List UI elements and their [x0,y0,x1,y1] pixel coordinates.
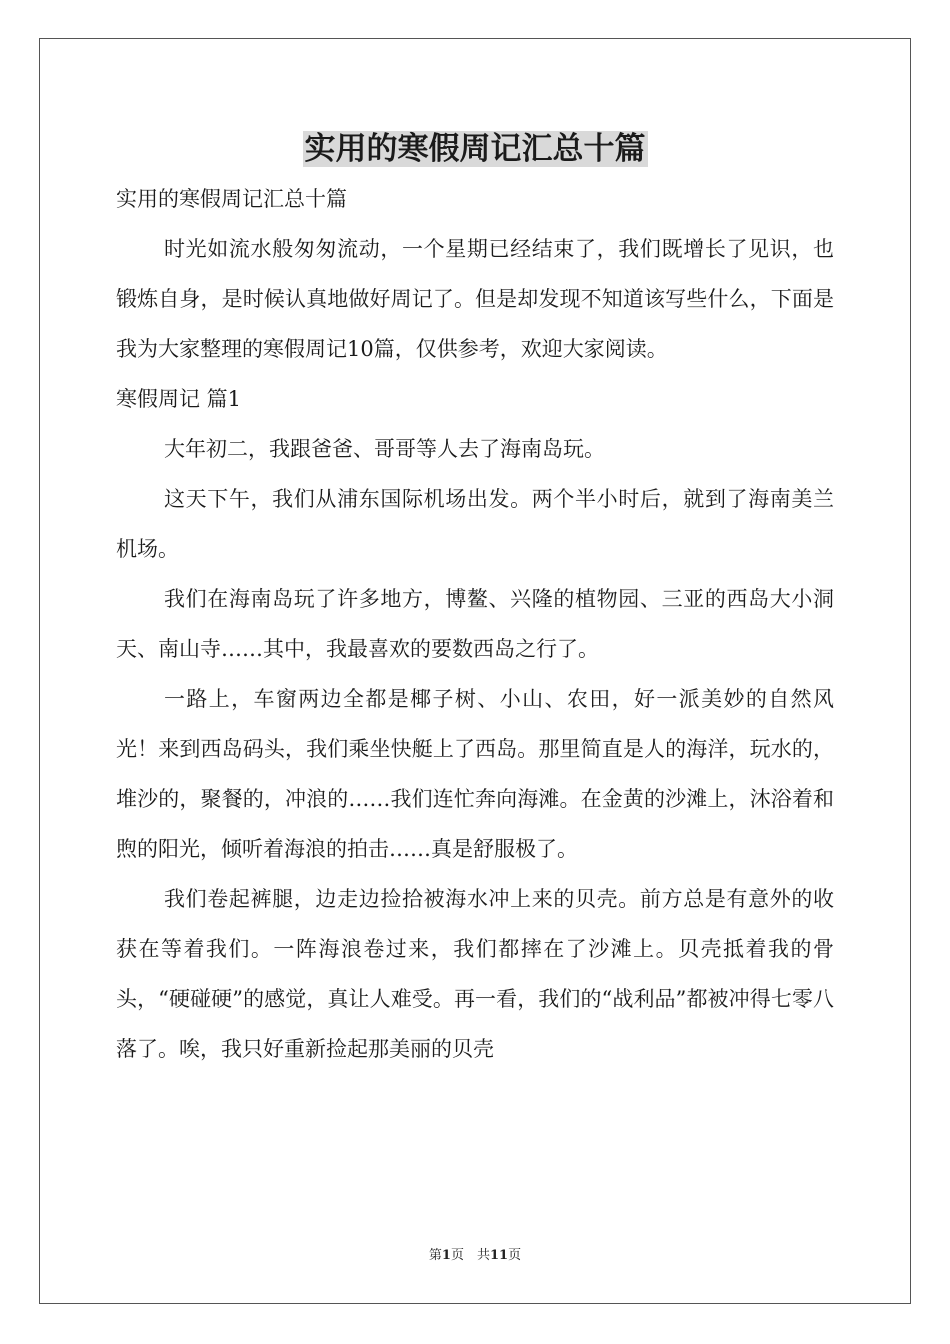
intro-paragraph: 时光如流水般匆匆流动，一个星期已经结束了，我们既增长了见识，也锻炼自身，是时候认真地做好周记了。但是却发现不知道该写些什么，下面是我为大家整理的寒假周记10篇，仅供参考，欢迎大家阅读。 [116,237,834,361]
footer-page-prefix: 第 [428,1248,442,1263]
document-title [0,124,950,174]
document-body [116,174,834,1074]
footer-page-suffix: 页 [508,1248,522,1263]
section-heading: 寒假周记 篇1 [116,387,242,411]
body-paragraph: 大年初二，我跟爸爸、哥哥等人去了海南岛玩。 [164,437,605,461]
subtitle-paragraph: 实用的寒假周记汇总十篇 [116,187,347,211]
footer-page-total: 11 [489,1248,509,1263]
body-paragraph: 我们在海南岛玩了许多地方，博鳌、兴隆的植物园、三亚的西岛大小洞天、南山寺……其中，我最喜欢的要数西岛之行了。 [116,587,834,661]
page-footer [0,1246,950,1266]
body-paragraph: 一路上，车窗两边全都是椰子树、小山、农田，好一派美妙的自然风光！来到西岛码头，我们乘坐快艇上了西岛。那里简直是人的海洋，玩水的，堆沙的，聚餐的，冲浪的……我们连忙奔向海滩。在金黄的沙滩上，沐浴着和煦的阳光，倾听着海浪的拍击……真是舒服极了。 [116,687,834,861]
document-title-text: 实用的寒假周记汇总十篇 [304,131,646,167]
footer-page-mid: 页 共 [450,1248,490,1263]
body-paragraph: 我们卷起裤腿，边走边捡拾被海水冲上来的贝壳。前方总是有意外的收获在等着我们。一阵海浪卷过来，我们都摔在了沙滩上。贝壳抵着我的骨头，“硬碰硬”的感觉，真让人难受。再一看，我们的“战利品”都被冲得七零八落了。唉，我只好重新捡起那美丽的贝壳 [116,887,834,1061]
body-paragraph: 这天下午，我们从浦东国际机场出发。两个半小时后，就到了海南美兰机场。 [116,487,834,561]
footer-page-current: 1 [441,1248,451,1263]
